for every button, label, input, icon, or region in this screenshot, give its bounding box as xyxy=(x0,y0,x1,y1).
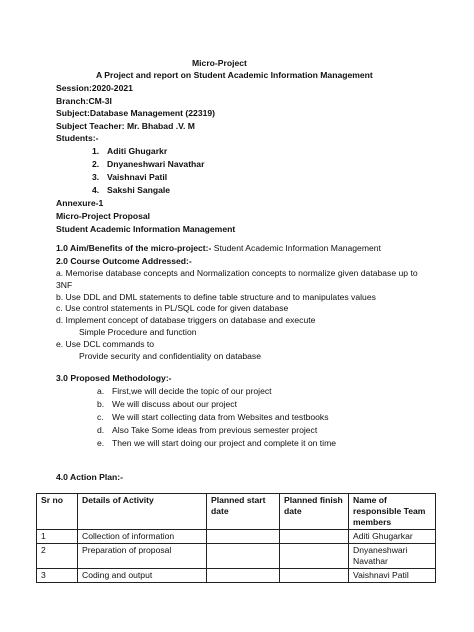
column-header: Planned finish date xyxy=(280,494,349,530)
doc-subtitle: A Project and report on Student Academic Information Management xyxy=(96,70,373,80)
outcome-line: d. Implement concept of database triggers on database and execute xyxy=(56,315,316,325)
column-header: Name of responsible Team members xyxy=(349,494,436,530)
table-cell: 3 xyxy=(37,569,78,583)
methodology-letter: c. xyxy=(97,412,104,422)
column-header: Planned start date xyxy=(207,494,280,530)
methodology-item: Also Take Some ideas from previous semester project xyxy=(112,425,318,435)
methodology-letter: e. xyxy=(97,438,105,448)
student-number: 4. xyxy=(92,185,100,195)
table-header-row xyxy=(37,494,436,530)
column-header: Details of Activity xyxy=(78,494,207,530)
student-number: 1. xyxy=(92,146,100,156)
table-cell: Collection of information xyxy=(78,530,207,544)
outcome-line: Simple Procedure and function xyxy=(79,327,197,337)
branch-line: Branch:CM-3I xyxy=(56,96,112,106)
subject-line: Subject:Database Management (22319) xyxy=(56,108,216,118)
student-name: Vaishnavi Patil xyxy=(107,172,168,182)
student-name: Dnyaneshwari Navathar xyxy=(107,159,205,169)
outcome-line: a. Memorise database concepts and Normalization concepts to normalize given database up to xyxy=(56,268,418,278)
table-cell xyxy=(207,569,280,583)
methodology-letter: a. xyxy=(97,386,105,396)
table-cell xyxy=(207,530,280,544)
outcome-line: Provide security and confidentiality on database xyxy=(79,351,262,361)
table-cell xyxy=(280,569,349,583)
table-cell xyxy=(280,544,349,569)
project-title: Student Academic Information Management xyxy=(56,224,236,234)
table-row xyxy=(37,569,436,583)
table-cell: 2 xyxy=(37,544,78,569)
methodology-item: First,we will decide the topic of our project xyxy=(112,386,272,396)
table-row xyxy=(37,544,436,569)
table-cell: Dnyaneshwari Navathar xyxy=(349,544,436,569)
outcome-line: b. Use DDL and DML statements to define table structure and to manipulates values xyxy=(56,292,376,302)
proposal-heading: Micro-Project Proposal xyxy=(56,211,151,221)
outcome-line: e. Use DCL commands to xyxy=(56,339,155,349)
action-plan-heading: 4.0 Action Plan:- xyxy=(56,472,124,482)
aim-text: Student Academic Information Management xyxy=(211,243,381,253)
table-cell xyxy=(207,544,280,569)
course-outcome-heading: 2.0 Course Outcome Addressed:- xyxy=(56,256,192,266)
doc-title: Micro-Project xyxy=(192,58,247,68)
aim-heading: 1.0 Aim/Benefits of the micro-project:- xyxy=(56,243,212,253)
methodology-item: Then we will start doing our project and complete it on time xyxy=(112,438,337,448)
session-line: Session:2020-2021 xyxy=(56,83,133,93)
methodology-heading: 3.0 Proposed Methodology:- xyxy=(56,373,172,383)
table-cell: Vaishnavi Patil xyxy=(349,569,436,583)
table-cell: Preparation of proposal xyxy=(78,544,207,569)
outcome-line: c. Use control statements in PL/SQL code for given database xyxy=(56,303,289,313)
methodology-item: We will discuss about our project xyxy=(112,399,237,409)
column-header: Sr no xyxy=(37,494,78,530)
table-cell: Aditi Ghugarkar xyxy=(349,530,436,544)
teacher-line: Subject Teacher: Mr. Bhabad .V. M xyxy=(56,121,195,131)
aim-line xyxy=(56,243,381,254)
student-number: 2. xyxy=(92,159,100,169)
action-plan-table xyxy=(36,493,436,583)
student-name: Sakshi Sangale xyxy=(107,185,171,195)
table-cell: Coding and output xyxy=(78,569,207,583)
annexure-label: Annexure-1 xyxy=(56,198,104,208)
student-number: 3. xyxy=(92,172,100,182)
methodology-letter: b. xyxy=(97,399,105,409)
table-cell xyxy=(280,530,349,544)
student-name: Aditi Ghugarkr xyxy=(107,146,168,156)
table-cell: 1 xyxy=(37,530,78,544)
table-row xyxy=(37,530,436,544)
methodology-letter: d. xyxy=(97,425,105,435)
students-label: Students:- xyxy=(56,133,99,143)
outcome-line: 3NF xyxy=(56,280,73,290)
methodology-item: We will start collecting data from Websites and testbooks xyxy=(112,412,329,422)
